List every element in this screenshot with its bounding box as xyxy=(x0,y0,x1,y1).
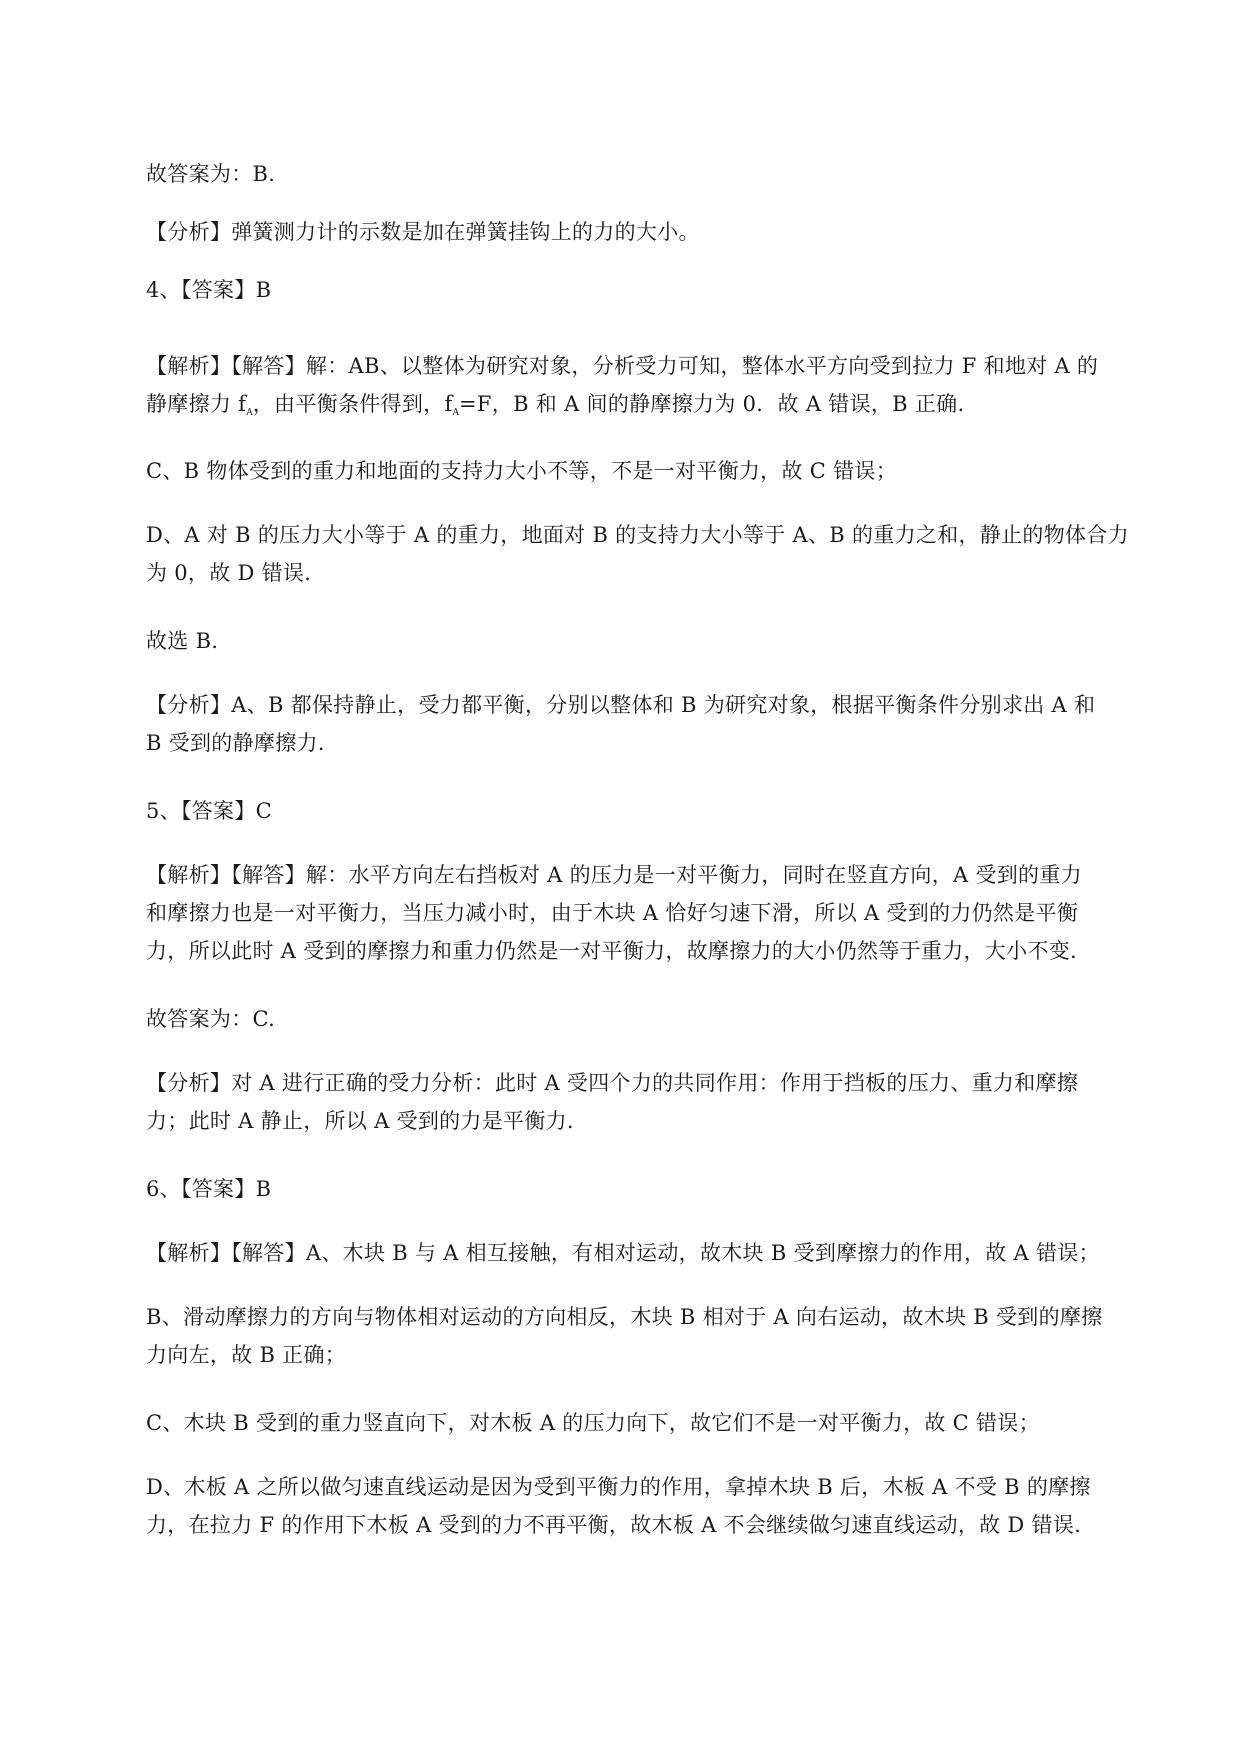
paragraph-analysis-3 xyxy=(146,213,1141,251)
question-4-option-c xyxy=(146,452,1141,490)
question-5-analysis xyxy=(146,1064,1141,1140)
text-line: B、滑动摩擦力的方向与物体相对运动的方向相反，木块 B 相对于 A 向右运动，故木块 B 受到的摩擦 xyxy=(146,1305,1103,1329)
subscript: A xyxy=(452,408,460,418)
text-line: D、木板 A 之所以做匀速直线运动是因为受到平衡力的作用，拿掉木块 B 后，木板 A 不受 B 的摩擦 xyxy=(146,1475,1091,1499)
text-line: D、A 对 B 的压力大小等于 A 的重力，地面对 B 的支持力大小等于 A、B 的重力之和，静止的物体合力 xyxy=(146,523,1129,547)
question-4-option-d xyxy=(146,516,1141,592)
text-fragment: ，由平衡条件得到， xyxy=(252,392,445,416)
question-4-answer xyxy=(146,271,1141,309)
question-6-option-b xyxy=(146,1298,1141,1374)
text-line: 力，所以此时 A 受到的摩擦力和重力仍然是一对平衡力，故摩擦力的大小仍然等于重力，大小不变. xyxy=(146,939,1077,963)
text-fragment: f xyxy=(444,392,453,416)
text-line: C、木块 B 受到的重力竖直向下，对木板 A 的压力向下，故它们不是一对平衡力，故 C 错误； xyxy=(146,1411,1040,1435)
text-line: 【解析】【解答】解：水平方向左右挡板对 A 的压力是一对平衡力，同时在竖直方向，A 受到的重力 xyxy=(146,863,1082,887)
text-line: B 受到的静摩擦力. xyxy=(146,731,325,755)
text-line: 故答案为：C. xyxy=(146,1007,276,1031)
question-6-option-a xyxy=(146,1234,1141,1272)
text-line: 【解析】【解答】A、木块 B 与 A 相互接触，有相对运动，故木块 B 受到摩擦力的作用，故 A 错误； xyxy=(146,1241,1100,1265)
text-line: 和摩擦力也是一对平衡力，当压力减小时，由于木块 A 恰好匀速下滑，所以 A 受到的力仍然是平衡 xyxy=(146,901,1079,925)
text-fragment: =F，B 和 A 间的静摩擦力为 0．故 A 错误，B 正确. xyxy=(459,392,965,416)
text-line: 故答案为：B. xyxy=(146,162,276,186)
subscript: A xyxy=(246,408,253,418)
question-6-option-d xyxy=(146,1468,1141,1544)
text-line: 故选 B. xyxy=(146,629,219,653)
text-line: 【分析】A、B 都保持静止，受力都平衡，分别以整体和 B 为研究对象，根据平衡条件分别求出 A 和 xyxy=(146,693,1096,717)
text-line: 6、【答案】B xyxy=(146,1177,272,1201)
text-line: 【分析】对 A 进行正确的受力分析：此时 A 受四个力的共同作用：作用于挡板的压力、重力和摩擦 xyxy=(146,1071,1079,1095)
question-4-analysis xyxy=(146,686,1141,762)
text-line: 力；此时 A 静止，所以 A 受到的力是平衡力. xyxy=(146,1109,574,1133)
question-6-option-c xyxy=(146,1404,1141,1442)
text-line: 5、【答案】C xyxy=(146,799,273,823)
text-line: 4、【答案】B xyxy=(146,278,272,302)
question-6-answer xyxy=(146,1170,1141,1208)
text-line: 力，在拉力 F 的作用下木板 A 受到的力不再平衡，故木板 A 不会继续做匀速直线运动，故 D 错误. xyxy=(146,1513,1082,1537)
question-5-conclusion xyxy=(146,1000,1141,1038)
question-5-explanation xyxy=(146,856,1141,970)
text-line: C、B 物体受到的重力和地面的支持力大小不等，不是一对平衡力，故 C 错误； xyxy=(146,459,897,483)
text-line: 为 0，故 D 错误. xyxy=(146,561,312,585)
question-4-explanation xyxy=(146,347,1141,432)
paragraph-answer-conclusion-3 xyxy=(146,155,1141,193)
text-fragment: 静摩擦力 f xyxy=(146,392,247,416)
text-line: 【解析】【解答】解：AB、以整体为研究对象，分析受力可知，整体水平方向受到拉力 F 和地对 A 的 xyxy=(146,354,1099,378)
text-line: 【分析】弹簧测力计的示数是加在弹簧挂钩上的力的大小。 xyxy=(146,220,700,244)
question-4-choice xyxy=(146,622,1141,660)
question-5-answer xyxy=(146,792,1141,830)
text-line-with-subscripts xyxy=(146,385,1141,432)
text-line: 力向左，故 B 正确； xyxy=(146,1343,347,1367)
